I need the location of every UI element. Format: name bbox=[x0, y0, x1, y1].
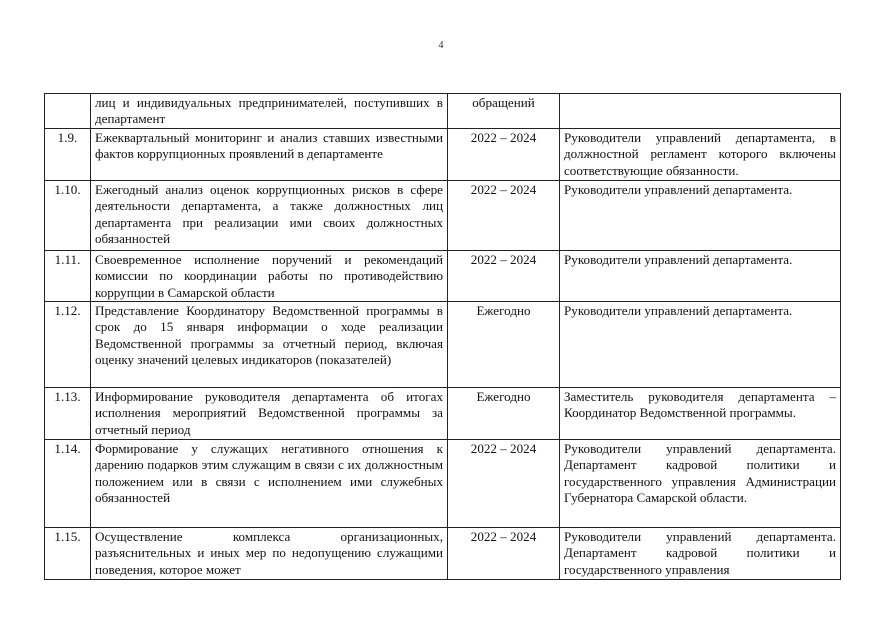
row-term: 2022 – 2024 bbox=[448, 180, 560, 250]
row-responsible bbox=[560, 94, 841, 129]
table-row bbox=[45, 302, 841, 388]
row-responsible: Руководители управлений департамента. bbox=[560, 250, 841, 301]
table-row bbox=[45, 440, 841, 528]
row-responsible: Руководители управлений департамента. bbox=[560, 180, 841, 250]
row-term: 2022 – 2024 bbox=[448, 250, 560, 301]
table-row bbox=[45, 528, 841, 580]
row-number: 1.12. bbox=[45, 302, 91, 388]
row-number: 1.13. bbox=[45, 388, 91, 440]
table-row bbox=[45, 388, 841, 440]
row-description: лиц и индивидуальных предпринимателей, поступивших в департамент bbox=[91, 94, 448, 129]
page-number: 4 bbox=[438, 40, 444, 51]
row-term: обращений bbox=[448, 94, 560, 129]
row-description: Формирование у служащих негативного отношения к дарению подарков этим служащим в связи с их должностным положением или в связи с исполнением ими служебных обязанностей bbox=[91, 440, 448, 528]
table-row bbox=[45, 128, 841, 180]
measures-table bbox=[44, 93, 841, 580]
row-description: Своевременное исполнение поручений и рекомендаций комиссии по координации работы по противодействию коррупции в Самарской области bbox=[91, 250, 448, 301]
table-row bbox=[45, 250, 841, 301]
row-responsible: Руководители управлений департамента. Департамент кадровой политики и государственного управления bbox=[560, 528, 841, 580]
row-number: 1.9. bbox=[45, 128, 91, 180]
row-description: Ежегодный анализ оценок коррупционных рисков в сфере деятельности департамента, а также должностных лиц департамента при реализации ими своих должностных обязанностей bbox=[91, 180, 448, 250]
table-row bbox=[45, 94, 841, 129]
row-responsible: Руководители управлений департамента. Департамент кадровой политики и государственного управления Администрации Губернатора Самарской области. bbox=[560, 440, 841, 528]
row-term: 2022 – 2024 bbox=[448, 528, 560, 580]
row-description: Информирование руководителя департамента об итогах исполнения мероприятий Ведомственной программы за отчетный период bbox=[91, 388, 448, 440]
row-term: 2022 – 2024 bbox=[448, 440, 560, 528]
row-description: Представление Координатору Ведомственной программы в срок до 15 января информации о ходе реализации Ведомственной программы за отчетный период, включая оценку значений целевых индикаторов (показателей) bbox=[91, 302, 448, 388]
row-number: 1.10. bbox=[45, 180, 91, 250]
row-number bbox=[45, 94, 91, 129]
row-term: Ежегодно bbox=[448, 302, 560, 388]
row-responsible: Заместитель руководителя департамента – Координатор Ведомственной программы. bbox=[560, 388, 841, 440]
row-description: Ежеквартальный мониторинг и анализ ставших известными фактов коррупционных проявлений в департаменте bbox=[91, 128, 448, 180]
row-description: Осуществление комплекса организационных, разъяснительных и иных мер по недопущению служащими поведения, которое может bbox=[91, 528, 448, 580]
row-responsible: Руководители управлений департамента, в должностной регламент которого включены соответствующие обязанности. bbox=[560, 128, 841, 180]
row-number: 1.14. bbox=[45, 440, 91, 528]
row-responsible: Руководители управлений департамента. bbox=[560, 302, 841, 388]
row-term: 2022 – 2024 bbox=[448, 128, 560, 180]
row-term: Ежегодно bbox=[448, 388, 560, 440]
row-number: 1.11. bbox=[45, 250, 91, 301]
table-row bbox=[45, 180, 841, 250]
row-number: 1.15. bbox=[45, 528, 91, 580]
